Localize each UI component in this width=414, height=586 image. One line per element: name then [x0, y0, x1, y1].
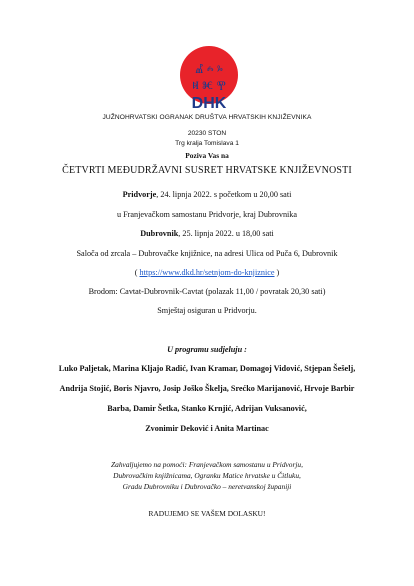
thanks-line-2: Dubrovačkim knjižnicama, Ogranku Matice hrvatske u Čitluku,: [113, 471, 301, 480]
street-address: Trg kralja Tomislava 1: [175, 140, 239, 147]
logo-glyph-line-2: Ⱝ Ⱘ Ⰹ: [192, 79, 226, 92]
day2-link-line: [0, 268, 414, 277]
logo-glyph-line-1: Ⰼ ⰾ ⰳ: [195, 63, 223, 76]
invite-line: Poziva Vas na: [185, 151, 229, 160]
closing-line: RADUJEMO SE VAŠEM DOLASKU!: [148, 509, 266, 518]
participants-line-4: Zvonimir Deković i Anita Martinac: [145, 424, 269, 433]
lodging-line: Smještaj osiguran u Pridvorju.: [157, 306, 257, 315]
library-walk-link[interactable]: https://www.dkd.hr/setnjom-do-knjiznice: [139, 268, 275, 277]
logo-text: DHK: [191, 95, 227, 112]
day1-venue: u Franjevačkom samostanu Pridvorje, kraj Dubrovnika: [116, 210, 298, 219]
participants-line-1: Luko Paljetak, Marina Kljajo Radić, Ivan Kramar, Domagoj Vidović, Stjepan Šešelj,: [58, 364, 356, 373]
transport-line: Brodom: Cavtat-Dubrovnik-Cavtat (polazak 11,00 / povratak 20,30 sati): [88, 287, 326, 296]
day1-place: Pridvorje: [122, 190, 157, 199]
link-close-paren: ): [274, 268, 280, 277]
thanks-line-3: Gradu Dubrovniku i Dubrovačko – neretvanskoj županiji: [122, 482, 292, 491]
day2-place: Dubrovnik: [140, 229, 179, 238]
link-open-paren: (: [134, 268, 140, 277]
day1-when: , 24. lipnja 2022. s početkom u 20,00 sati: [156, 190, 292, 199]
day1-datetime: [0, 190, 414, 199]
day2-datetime: [0, 229, 414, 238]
dhk-logo: [170, 46, 248, 112]
participants-line-2: Andrija Stojić, Boris Njavro, Josip Joško Škelja, Srećko Marijanović, Hrvoje Barbir: [59, 384, 355, 393]
day2-venue: Saloča od zrcala – Dubrovačke knjižnice, na adresi Ulica od Puča 6, Dubrovnik: [76, 249, 338, 258]
thanks-line-1: Zahvaljujemo na pomoći: Franjevačkom samostanu u Pridvorju,: [111, 460, 303, 469]
organization-name: JUŽNOHRVATSKI OGRANAK DRUŠTVA HRVATSKIH KNJIŽEVNIKA: [102, 114, 312, 121]
day2-when: , 25. lipnja 2022. u 18,00 sati: [178, 229, 274, 238]
event-title: ČETVRTI MEĐUDRŽAVNI SUSRET HRVATSKE KNJIŽEVNOSTI: [62, 165, 352, 176]
postal-address: 20230 STON: [187, 130, 227, 137]
participants-line-3: Barba, Damir Šetka, Stanko Krnjić, Adrijan Vuksanović,: [107, 404, 307, 413]
program-heading: U programu sudjeluju :: [167, 345, 247, 354]
